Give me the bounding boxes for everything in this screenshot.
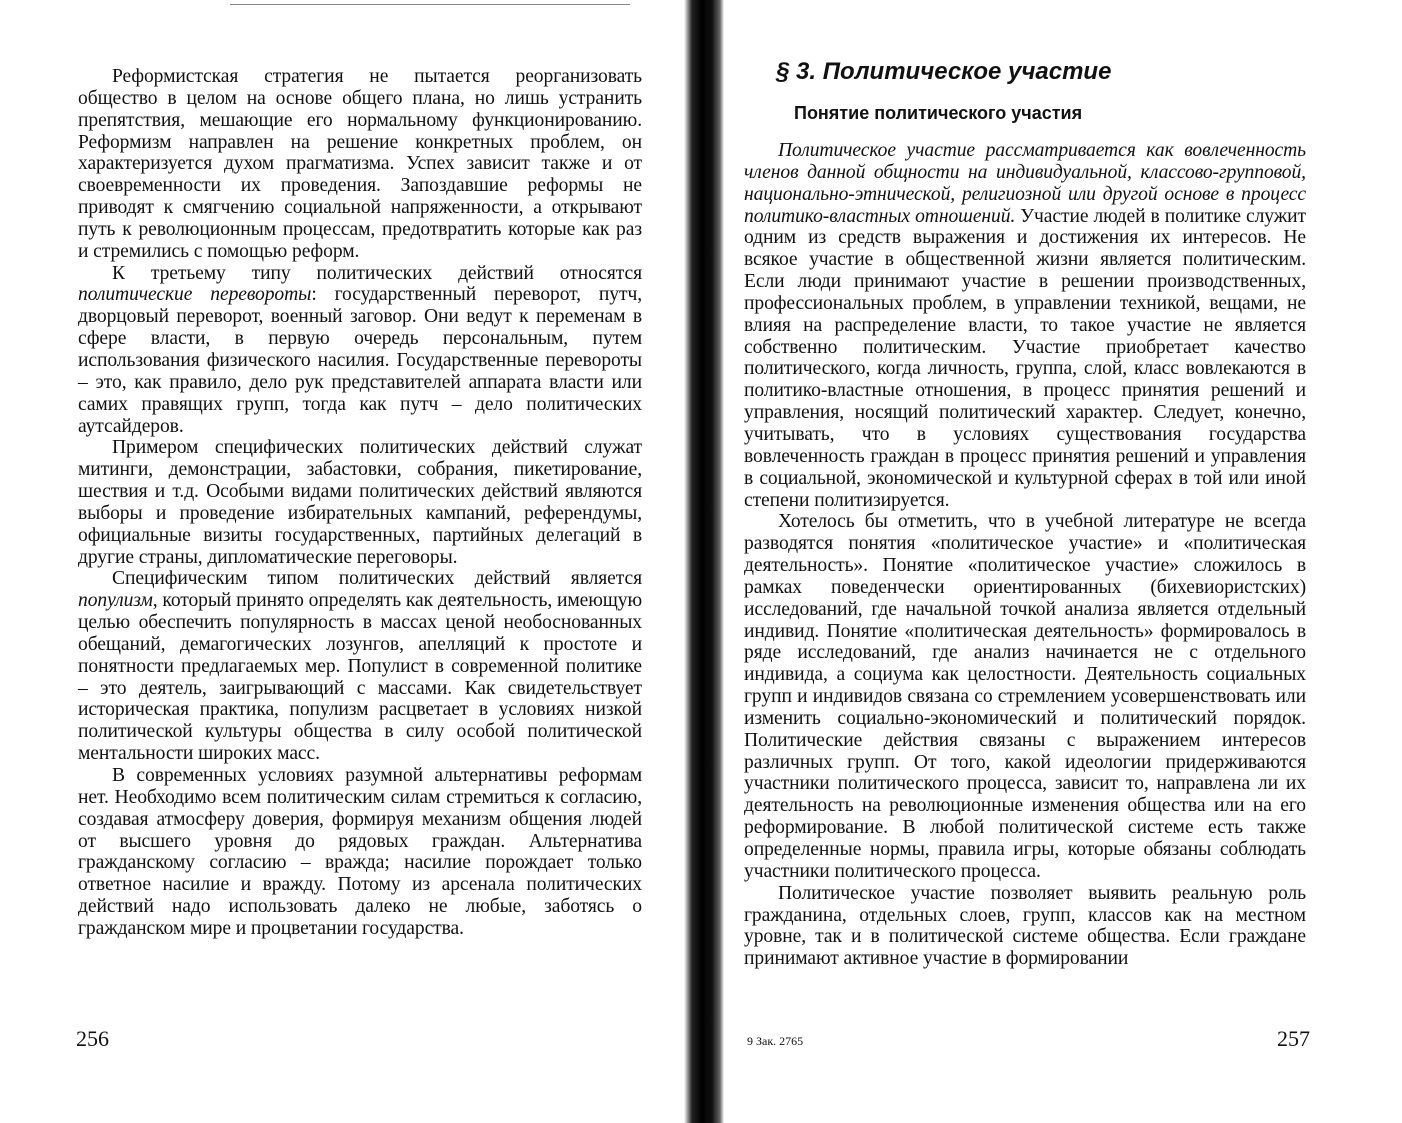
emphasis-text: политические перевороты [78, 284, 312, 306]
paragraph [78, 66, 642, 263]
top-edge-line [230, 4, 630, 5]
paragraph-text: Участие людей в политике служит одним из средств выражения и достижения их интересов. Не всякое участие в общественной жизни является политическим. Если люди принимают участие в решении производственных, профессиональных проблем, в управлении техникой, вещами, не влияя на распределение власти, то такое участие не является собственно политическим. Участие приобретает качество политического, когда личность, группа, слой, класс вовлекаются в политико-властные отношения, в процесс принятия решений и управления, носящий политический характер. Следует, конечно, учитывать, что в условиях существования государства вовлеченность граждан в процесс принятия решений и управления в социальной, экономической и культурной сферах в той или иной степени политизируется. [744, 205, 1307, 511]
emphasis-text: Политическое участие рассматривается как вовлеченность членов данной общности на индивидуальной, классово-групповой, национально-этнической, религиозной или другой основе в процесс политико-властных отношений. [744, 140, 1306, 227]
print-order-note: 9 Зак. 2765 [747, 1034, 804, 1048]
paragraph-text: : государственный переворот, путч, дворцовый переворот, военный заговор. Они ведут к переменам в сфере власти, в первую очередь персональным, путем использования физического насилия. Государственные перевороты – это, как правило, дело рук представителей аппарата власти или самих правящих групп, тогда как путч – дело политических аутсайдеров. [78, 284, 642, 437]
paragraph [78, 263, 642, 438]
paragraph [744, 511, 1306, 882]
paragraph-text: Хотелось бы отметить, что в учебной литературе не всегда разводятся понятия «политическое участие» и «политическая деятельность». Понятие «политическое участие» сложилось в рамках поведенчески ориентированных (бихевиористских) исследований, где начальной точкой анализа является отдельный индивид. Понятие «политическая деятельность» формировалось в ряде исследований, где анализ начинается не с отдельного индивида, а социума как целостности. Деятельность социальных групп и индивидов связана со стремлением усовершенствовать или изменить социально-экономический и политический порядок. Политические действия связаны с выражением интересов различных групп. От того, какой идеологии придерживаются участники политического процесса, зависит то, направлена ли их деятельность на революционные изменения общества или на его реформирование. В любой политической системе есть также определенные нормы, правила игры, которые обязаны соблюдать участники политического процесса. [744, 511, 1306, 882]
paragraph-text: Реформистская стратегия не пытается реорганизовать общество в целом на основе общего плана, но лишь устранить препятствия, мешающие его нормальному функционированию. Реформизм направлен на решение конкретных проблем, он характеризуется духом прагматизма. Успех зависит также и от своевременности их проведения. Запоздавшие реформы не приводят к смягчению социальной напряженности, а открывают путь к революционным процессам, предотвратить которые как раз и стремились с помощью реформ. [78, 66, 642, 262]
page-number-right: 257 [1277, 1026, 1310, 1051]
paragraph [78, 765, 642, 940]
paragraph-text: Политическое участие позволяет выявить реальную роль гражданина, отдельных слоев, групп, классов как на местном уровне, так и в политической системе общества. Если граждане принимают активное участие в формировании [744, 882, 1306, 970]
paragraph [744, 883, 1306, 970]
paragraph [78, 437, 642, 568]
left-page [0, 0, 690, 1123]
paragraph-text: К третьему типу политических действий относятся [112, 262, 642, 284]
right-page-text [744, 140, 1306, 970]
paragraph-text: В современных условиях разумной альтернативы реформам нет. Необходимо всем политическим силам стремиться к согласию, создавая атмосферу доверия, формируя механизм общения людей от высшего уровня до рядовых граждан. Альтернатива гражданскому согласию – вражда; насилие порождает только ответное насилие и вражду. Потому из арсенала политических действий надо использовать далеко не любые, заботясь о гражданском мире и процветании государства. [78, 765, 642, 939]
paragraph [78, 568, 642, 765]
subsection-title: Понятие политического участия [794, 103, 1083, 123]
paragraph-text: , который принято определять как деятельность, имеющую целью обеспечить популярность в массах ценой необоснованных обещаний, демагогических лозунгов, апелляций к простоте и понятности предлагаемых мер. Популист в современной политике – это деятель, заигрывающий с массами. Как свидетельствует историческая практика, популизм расцветает в условиях низкой политической культуры общества в силу особой политической ментальности широких масс. [78, 590, 642, 765]
section-title: § 3. Политическое участие [776, 58, 1112, 85]
paragraph [744, 140, 1306, 511]
emphasis-text: популизм [78, 590, 153, 612]
left-page-text [78, 66, 642, 940]
paragraph-text: Примером специфических политических действий служат митинги, демонстрации, забастовки, собрания, пикетирование, шествия и т.д. Особыми видами политических действий являются выборы и проведение избирательных кампаний, референдумы, официальные визиты государственных, партийных делегаций в другие страны, дипломатические переговоры. [78, 437, 642, 568]
paragraph-text: Специфическим типом политических действий является [112, 568, 642, 590]
page-number-left: 256 [76, 1026, 109, 1051]
right-page [700, 0, 1402, 1123]
